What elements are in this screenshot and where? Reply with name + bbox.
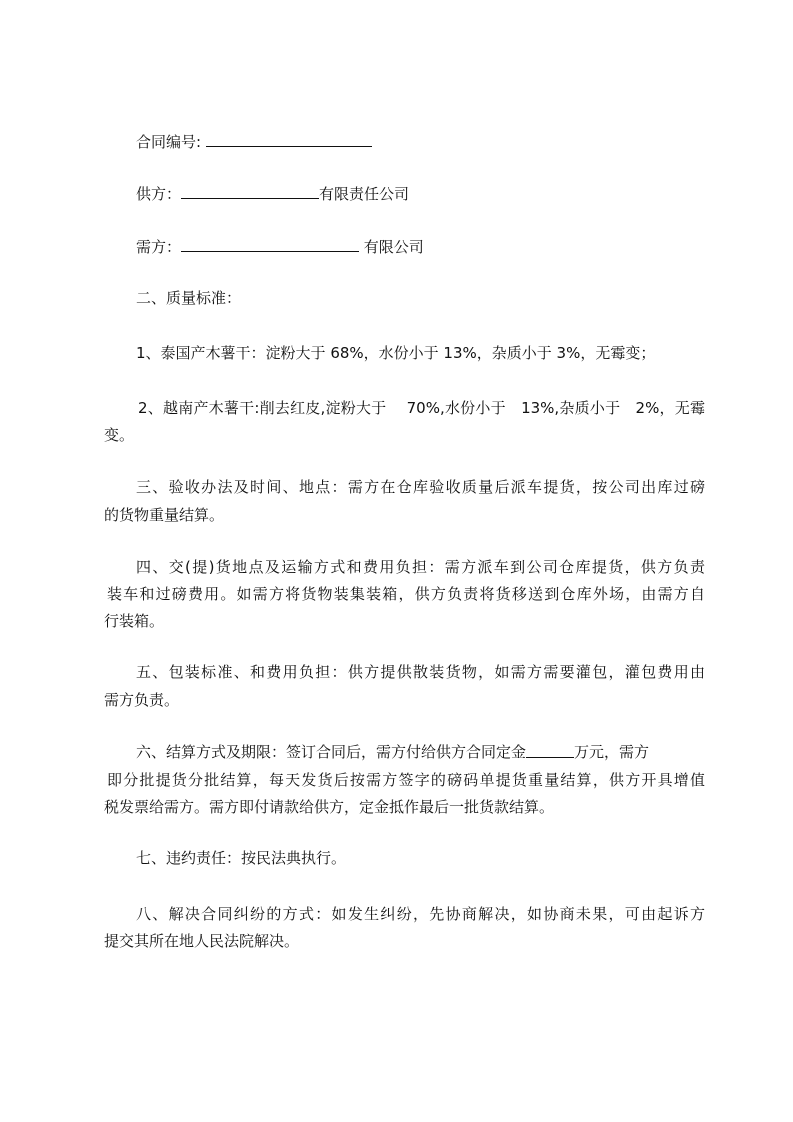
dispute-line-1: 八、解决合同纠纷的方式：如发生纠纷，先协商解决，如协商未果，可由起诉方 — [136, 905, 705, 923]
quality-item-2-line-1: 2、越南产木薯干:削去红皮,淀粉大于 70%,水份小于 13%,杂质小于 2%，无霉 — [138, 399, 705, 417]
settlement-line-1 — [136, 743, 705, 761]
delivery-line-1: 四、交(提)货地点及运输方式和费用负担：需方派车到公司仓库提货，供方负责 — [136, 558, 705, 576]
breach-clause: 七、违约责任：按民法典执行。 — [136, 849, 347, 867]
supplier-suffix: 有限责任公司 — [319, 185, 410, 203]
settlement-line-2: 即分批提货分批结算，每天发货后按需方签字的磅码单提货重量结算，供方开具增值 — [107, 771, 705, 789]
quality-title: 二、质量标准： — [136, 289, 242, 307]
contract-number-line — [136, 132, 372, 150]
dispute-line-2: 提交其所在地人民法院解决。 — [104, 932, 300, 950]
supplier-label: 供方： — [136, 185, 182, 203]
buyer-blank — [181, 237, 359, 252]
settlement-text-b: 万元，需方 — [574, 743, 650, 761]
packaging-line-1: 五、包装标准、和费用负担：供方提供散装货物，如需方需要灌包，灌包费用由 — [136, 663, 705, 681]
buyer-label: 需方： — [136, 238, 182, 256]
delivery-line-3: 行装箱。 — [104, 612, 165, 630]
acceptance-line-2: 的货物重量结算。 — [104, 506, 225, 524]
delivery-line-2: 装车和过磅费用。如需方将货物装集装箱，供方负责将货移送到仓库外场，由需方自 — [107, 585, 705, 603]
settlement-text-a: 六、结算方式及期限：签订合同后，需方付给供方合同定金 — [136, 743, 527, 761]
contract-number-label: 合同编号: — [136, 133, 202, 151]
deposit-blank — [526, 743, 574, 758]
contract-number-blank — [206, 132, 372, 147]
supplier-blank — [181, 184, 319, 199]
packaging-line-2: 需方负责。 — [104, 691, 180, 709]
quality-item-1: 1、泰国产木薯干：淀粉大于 68%，水份小于 13%，杂质小于 3%，无霉变； — [136, 344, 656, 362]
quality-item-2-line-2: 变。 — [104, 426, 135, 444]
buyer-suffix: 有限公司 — [363, 238, 424, 256]
buyer-line — [136, 237, 424, 255]
settlement-line-3: 税发票给需方。需方即付请款给供方，定金抵作最后一批货款结算。 — [104, 798, 555, 816]
supplier-line — [136, 184, 409, 202]
acceptance-line-1: 三、验收办法及时间、地点：需方在仓库验收质量后派车提货，按公司出库过磅 — [136, 478, 705, 496]
